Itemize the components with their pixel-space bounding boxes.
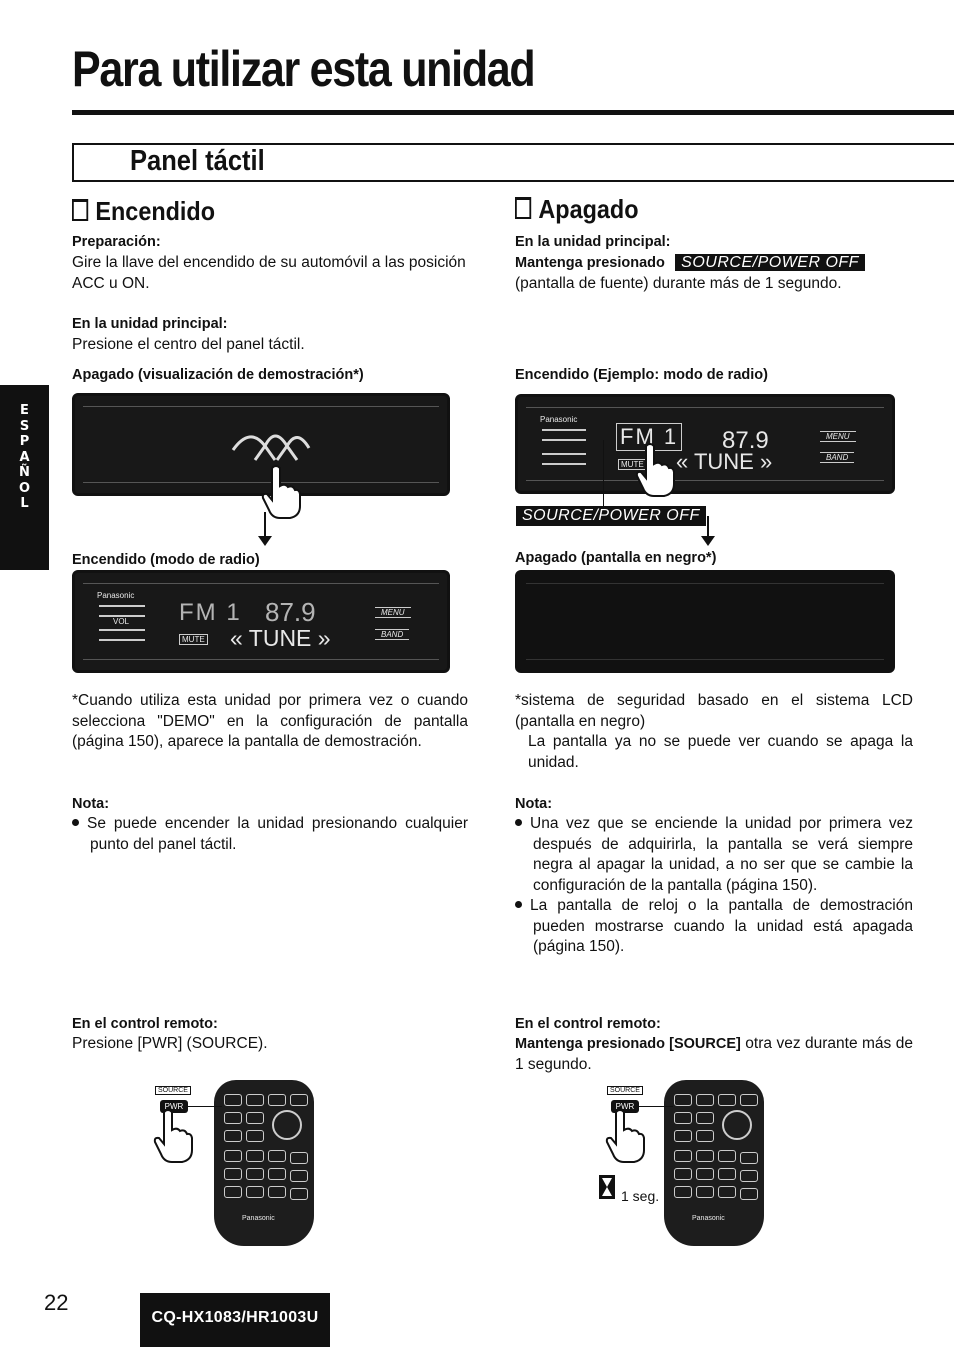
band-button[interactable]: BAND <box>375 629 409 640</box>
list-item: La pantalla de reloj o la pantalla de demostración pueden mostrarse cuando la unidad está apagada (página 150). <box>515 896 913 958</box>
tab-letter: L <box>20 496 29 511</box>
left-nota-item: Se puede encender la unidad presionando cualquier punto del panel táctil. <box>72 814 468 855</box>
left-main-label: En la unidad principal: <box>72 316 228 332</box>
right-remote-text: Mantenga presionado [SOURCE] otra vez durante más de 1 segundo. <box>515 1035 913 1073</box>
left-main-text: Presione el centro del panel táctil. <box>72 336 305 353</box>
page-title: Para utilizar esta unidad <box>72 41 535 97</box>
pwr-button[interactable]: PWR <box>160 1100 188 1113</box>
remote-brand: Panasonic <box>242 1215 275 1222</box>
bullet-icon <box>515 819 522 826</box>
tab-letter: A <box>19 449 30 465</box>
vol-label: VOL <box>113 617 130 626</box>
brand-text: Panasonic <box>97 591 135 600</box>
tune-text: « TUNE » <box>230 625 331 651</box>
volume-up-icon <box>99 605 145 617</box>
section-title: Panel táctil <box>130 145 265 177</box>
checkbox-icon <box>515 197 531 219</box>
left-remote-label: En el control remoto: <box>72 1016 218 1032</box>
prep-text: Gire la llave del encendido de su automóvil a las posición ACC u ON. <box>72 254 466 292</box>
menu-button[interactable]: MENU <box>820 431 856 442</box>
section-rule <box>72 180 954 182</box>
radio-display-right <box>515 394 895 494</box>
hourglass-icon <box>598 1174 616 1200</box>
radio-label: Encendido (modo de radio) <box>72 552 260 568</box>
prep-label: Preparación: <box>72 234 161 250</box>
band-button[interactable]: BAND <box>820 452 854 463</box>
tab-letter: P <box>19 434 30 449</box>
arrow-down-icon <box>264 512 266 544</box>
page-number: 22 <box>44 1290 69 1315</box>
heading-apagado: Apagado <box>515 194 639 225</box>
tab-letter: Ñ <box>19 465 30 480</box>
right-nota-list <box>515 814 913 958</box>
source-key-label: SOURCE <box>155 1086 191 1095</box>
demo-label: Apagado (visualización de demostración*) <box>72 367 364 383</box>
right-footnote: *sistema de seguridad basado en el sistema LCD (pantalla en negro) La pantalla ya no se puede ver cuando se apaga la unidad. <box>515 692 913 771</box>
volume-up-icon <box>542 429 586 441</box>
pwr-button[interactable]: PWR <box>611 1100 639 1113</box>
bullet-icon <box>515 901 522 908</box>
brand-text: Panasonic <box>540 415 578 424</box>
band-text: FM 1 <box>179 599 242 626</box>
black-display <box>515 570 895 673</box>
volume-down-icon <box>99 629 145 641</box>
menu-button[interactable]: MENU <box>375 607 411 618</box>
title-rule <box>72 110 954 115</box>
hand-pointer-icon <box>150 1106 194 1164</box>
hand-pointer-icon <box>602 1106 646 1164</box>
mute-button[interactable]: MUTE <box>618 459 647 470</box>
right-radio-label: Encendido (Ejemplo: modo de radio) <box>515 367 768 383</box>
list-item: Una vez que se enciende la unidad por primera vez después de adquirirla, la pantalla se verá siempre negra al apagar la unidad, a no ser que se cambie la configuración de la pantalla (página 150). <box>515 814 913 896</box>
volume-down-icon <box>542 453 586 465</box>
remote-brand: Panasonic <box>692 1215 725 1222</box>
left-nota-label: Nota: <box>72 796 110 812</box>
source-power-off-label: SOURCE/POWER OFF <box>675 254 865 271</box>
left-remote-text: Presione [PWR] (SOURCE). <box>72 1035 268 1052</box>
frequency-text: 87.9 <box>265 597 316 627</box>
arrow-down-icon <box>707 516 709 544</box>
model-number: CQ-HX1083/HR1003U <box>140 1293 330 1347</box>
radio-display <box>72 570 450 673</box>
timer-text: 1 seg. <box>621 1188 660 1204</box>
remote-control <box>214 1080 314 1246</box>
frequency-text: 87.9 <box>722 427 769 454</box>
heading-encendido: Encendido <box>72 196 215 227</box>
tab-letter: O <box>18 480 31 496</box>
remote-control <box>664 1080 764 1246</box>
hand-pointer-icon <box>632 440 676 498</box>
bullet-icon <box>72 819 79 826</box>
off-label: Apagado (pantalla en negro*) <box>515 550 717 566</box>
tune-text: « TUNE » <box>676 449 773 474</box>
right-main-label: En la unidad principal: <box>515 234 671 250</box>
band-text[interactable]: FM 1 <box>616 423 682 451</box>
right-hold-text: Mantenga presionado SOURCE/POWER OFF (pantalla de fuente) durante más de 1 segundo. <box>515 253 913 294</box>
mute-button[interactable]: MUTE <box>179 634 208 645</box>
source-power-off-callout: SOURCE/POWER OFF <box>516 506 706 526</box>
demo-logo-icon <box>225 418 315 468</box>
leader-line <box>603 440 604 506</box>
tab-letter: E <box>20 403 29 418</box>
checkbox-icon <box>72 199 88 221</box>
tab-letter: S <box>19 418 30 434</box>
right-remote-label: En el control remoto: <box>515 1016 661 1032</box>
right-nota-label: Nota: <box>515 796 553 812</box>
left-footnote: *Cuando utiliza esta unidad por primera vez o cuando selecciona "DEMO" en la configuración de pantalla (página 150), aparece la pantalla de demostración. <box>72 692 468 750</box>
language-tab <box>0 385 49 570</box>
source-key-label: SOURCE <box>607 1086 643 1095</box>
